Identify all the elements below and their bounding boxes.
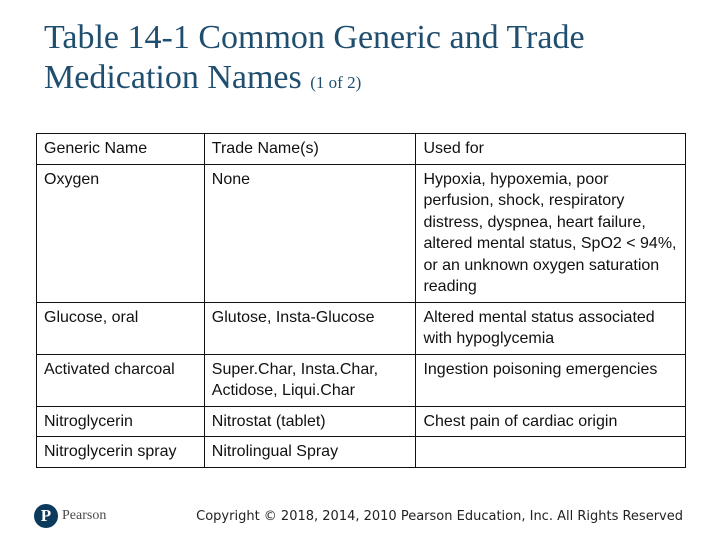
- pearson-wordmark: Pearson: [62, 508, 107, 523]
- table-row: [37, 406, 686, 437]
- cell-trade-names: Nitrostat (tablet): [204, 406, 416, 437]
- cell-generic-name: Nitroglycerin: [37, 406, 205, 437]
- table-row: [37, 302, 686, 354]
- copyright-text: Copyright © 2018, 2014, 2010 Pearson Education, Inc. All Rights Reserved: [196, 509, 683, 524]
- header-used-for: Used for: [416, 134, 686, 165]
- cell-trade-names: None: [204, 164, 416, 302]
- cell-generic-name: Activated charcoal: [37, 354, 205, 406]
- cell-used-for: Ingestion poisoning emergencies: [416, 354, 686, 406]
- header-trade-names: Trade Name(s): [204, 134, 416, 165]
- cell-generic-name: Nitroglycerin spray: [37, 437, 205, 468]
- medication-table: [36, 133, 686, 468]
- cell-used-for: [416, 437, 686, 468]
- page-title: [44, 18, 684, 103]
- footer: [0, 498, 720, 538]
- cell-trade-names: Super.Char, Insta.Char, Actidose, Liqui.Char: [204, 354, 416, 406]
- pearson-logo: [34, 504, 106, 528]
- title-main: Table 14-1 Common Generic and Trade Medication Names: [44, 19, 585, 96]
- cell-used-for: Chest pain of cardiac origin: [416, 406, 686, 437]
- pearson-p-icon: P: [34, 504, 58, 528]
- table-row: [37, 354, 686, 406]
- cell-generic-name: Oxygen: [37, 164, 205, 302]
- cell-generic-name: Glucose, oral: [37, 302, 205, 354]
- title-subtitle: (1 of 2): [310, 73, 362, 92]
- table-row: [37, 437, 686, 468]
- table-header-row: [37, 134, 686, 165]
- cell-trade-names: Glutose, Insta-Glucose: [204, 302, 416, 354]
- cell-trade-names: Nitrolingual Spray: [204, 437, 416, 468]
- cell-used-for: Altered mental status associated with hypoglycemia: [416, 302, 686, 354]
- header-generic-name: Generic Name: [37, 134, 205, 165]
- table-row: [37, 164, 686, 302]
- cell-used-for: Hypoxia, hypoxemia, poor perfusion, shock, respiratory distress, dyspnea, heart failure, altered mental status, SpO2 < 94%, or an unknown oxygen saturation reading: [416, 164, 686, 302]
